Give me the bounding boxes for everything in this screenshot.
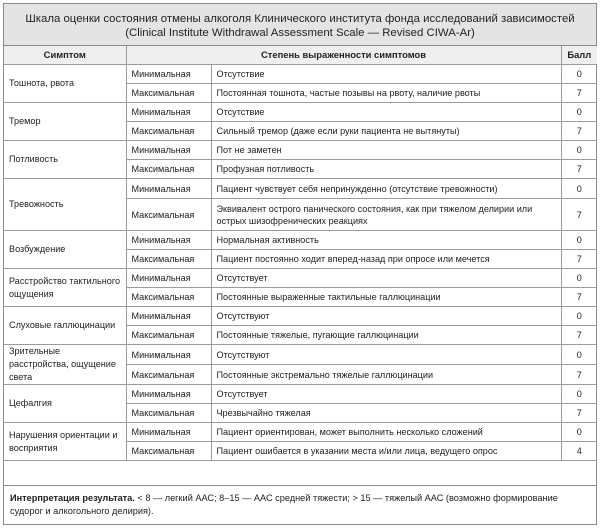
score-cell: 0 — [561, 307, 597, 326]
severity-description-cell: Постоянные экстремально тяжелые галлюцинации — [211, 365, 561, 385]
interpretation-label: Интерпретация результата. — [10, 493, 135, 503]
severity-description-cell: Отсутствует — [211, 269, 561, 288]
severity-level-cell: Максимальная — [126, 442, 211, 461]
score-cell: 0 — [561, 269, 597, 288]
severity-description-cell: Постоянная тошнота, частые позывы на рвоту, наличие рвоты — [211, 84, 561, 103]
severity-level-cell: Минимальная — [126, 141, 211, 160]
severity-description-cell: Пот не заметен — [211, 141, 561, 160]
symptom-cell: Зрительные расстройства, ощущение света — [4, 345, 126, 385]
severity-level-cell: Минимальная — [126, 307, 211, 326]
table-row — [4, 179, 597, 199]
score-cell: 0 — [561, 65, 597, 84]
score-cell: 7 — [561, 404, 597, 423]
symptom-cell: Потливость — [4, 141, 126, 179]
header-severity: Степень выраженности симптомов — [126, 46, 561, 65]
title-line-1: Шкала оценки состояния отмены алкоголя Клинического института фонда исследований зависимостей — [25, 13, 575, 25]
table-row — [4, 231, 597, 250]
symptom-cell: Тремор — [4, 103, 126, 141]
symptom-cell: Возбуждение — [4, 231, 126, 269]
severity-level-cell: Минимальная — [126, 179, 211, 199]
table-row — [4, 385, 597, 404]
severity-level-cell: Минимальная — [126, 269, 211, 288]
severity-level-cell: Минимальная — [126, 65, 211, 84]
symptom-cell: Слуховые галлюцинации — [4, 307, 126, 345]
ciwa-table — [4, 46, 597, 461]
severity-description-cell: Сильный тремор (даже если руки пациента не вытянуты) — [211, 122, 561, 141]
interpretation-text: < 8 — легкий ААС; 8–15 — ААС средней тяжести; > 15 — тяжелый ААС (возможно формирование судорог и алкогольного делирия). — [10, 493, 558, 516]
severity-description-cell: Постоянные тяжелые, пугающие галлюцинации — [211, 326, 561, 345]
score-cell: 7 — [561, 84, 597, 103]
severity-description-cell: Отсутствует — [211, 385, 561, 404]
table-row — [4, 345, 597, 365]
symptom-cell: Расстройство тактильного ощущения — [4, 269, 126, 307]
severity-description-cell: Пациент чувствует себя непринужденно (отсутствие тревожности) — [211, 179, 561, 199]
severity-description-cell: Постоянные выраженные тактильные галлюцинации — [211, 288, 561, 307]
symptom-cell: Нарушения ориентации и восприятия — [4, 423, 126, 461]
score-cell: 7 — [561, 160, 597, 179]
table-row — [4, 307, 597, 326]
score-cell: 0 — [561, 179, 597, 199]
severity-level-cell: Максимальная — [126, 160, 211, 179]
score-cell: 0 — [561, 345, 597, 365]
score-cell: 7 — [561, 250, 597, 269]
severity-level-cell: Минимальная — [126, 423, 211, 442]
table-row — [4, 65, 597, 84]
severity-level-cell: Максимальная — [126, 122, 211, 141]
header-row — [4, 46, 597, 65]
table-row — [4, 423, 597, 442]
ciwa-table-frame — [3, 3, 597, 525]
severity-description-cell: Отсутствие — [211, 103, 561, 122]
score-cell: 7 — [561, 122, 597, 141]
score-cell: 0 — [561, 423, 597, 442]
title-line-2: (Clinical Institute Withdrawal Assessment Scale — Revised CIWA-Ar) — [125, 27, 475, 39]
table-row — [4, 269, 597, 288]
severity-description-cell: Отсутствуют — [211, 307, 561, 326]
table-row — [4, 103, 597, 122]
score-cell: 7 — [561, 365, 597, 385]
header-symptom: Симптом — [4, 46, 126, 65]
score-cell: 7 — [561, 326, 597, 345]
header-score: Балл — [561, 46, 597, 65]
score-cell: 4 — [561, 442, 597, 461]
symptom-cell: Тошнота, рвота — [4, 65, 126, 103]
score-cell: 0 — [561, 103, 597, 122]
severity-level-cell: Максимальная — [126, 288, 211, 307]
severity-description-cell: Пациент постоянно ходит вперед-назад при опросе или мечется — [211, 250, 561, 269]
severity-level-cell: Минимальная — [126, 231, 211, 250]
table-title — [4, 4, 596, 46]
score-cell: 7 — [561, 199, 597, 231]
severity-description-cell: Нормальная активность — [211, 231, 561, 250]
score-cell: 7 — [561, 288, 597, 307]
severity-level-cell: Минимальная — [126, 385, 211, 404]
severity-level-cell: Максимальная — [126, 250, 211, 269]
severity-level-cell: Минимальная — [126, 103, 211, 122]
score-cell: 0 — [561, 385, 597, 404]
score-cell: 0 — [561, 141, 597, 160]
severity-description-cell: Профузная потливость — [211, 160, 561, 179]
severity-description-cell: Отсутствуют — [211, 345, 561, 365]
severity-description-cell: Эквивалент острого панического состояния, как при тяжелом делирии или острых шизофренических реакциях — [211, 199, 561, 231]
severity-level-cell: Максимальная — [126, 365, 211, 385]
severity-level-cell: Минимальная — [126, 345, 211, 365]
score-cell: 0 — [561, 231, 597, 250]
symptom-cell: Тревожность — [4, 179, 126, 231]
table-row — [4, 141, 597, 160]
severity-level-cell: Максимальная — [126, 404, 211, 423]
interpretation-note — [4, 485, 596, 518]
severity-description-cell: Пациент ошибается в указании места и/или лица, ведущего опрос — [211, 442, 561, 461]
severity-level-cell: Максимальная — [126, 84, 211, 103]
severity-description-cell: Пациент ориентирован, может выполнить несколько сложений — [211, 423, 561, 442]
severity-level-cell: Максимальная — [126, 199, 211, 231]
severity-description-cell: Чрезвычайно тяжелая — [211, 404, 561, 423]
severity-level-cell: Максимальная — [126, 326, 211, 345]
severity-description-cell: Отсутствие — [211, 65, 561, 84]
symptom-cell: Цефалгия — [4, 385, 126, 423]
